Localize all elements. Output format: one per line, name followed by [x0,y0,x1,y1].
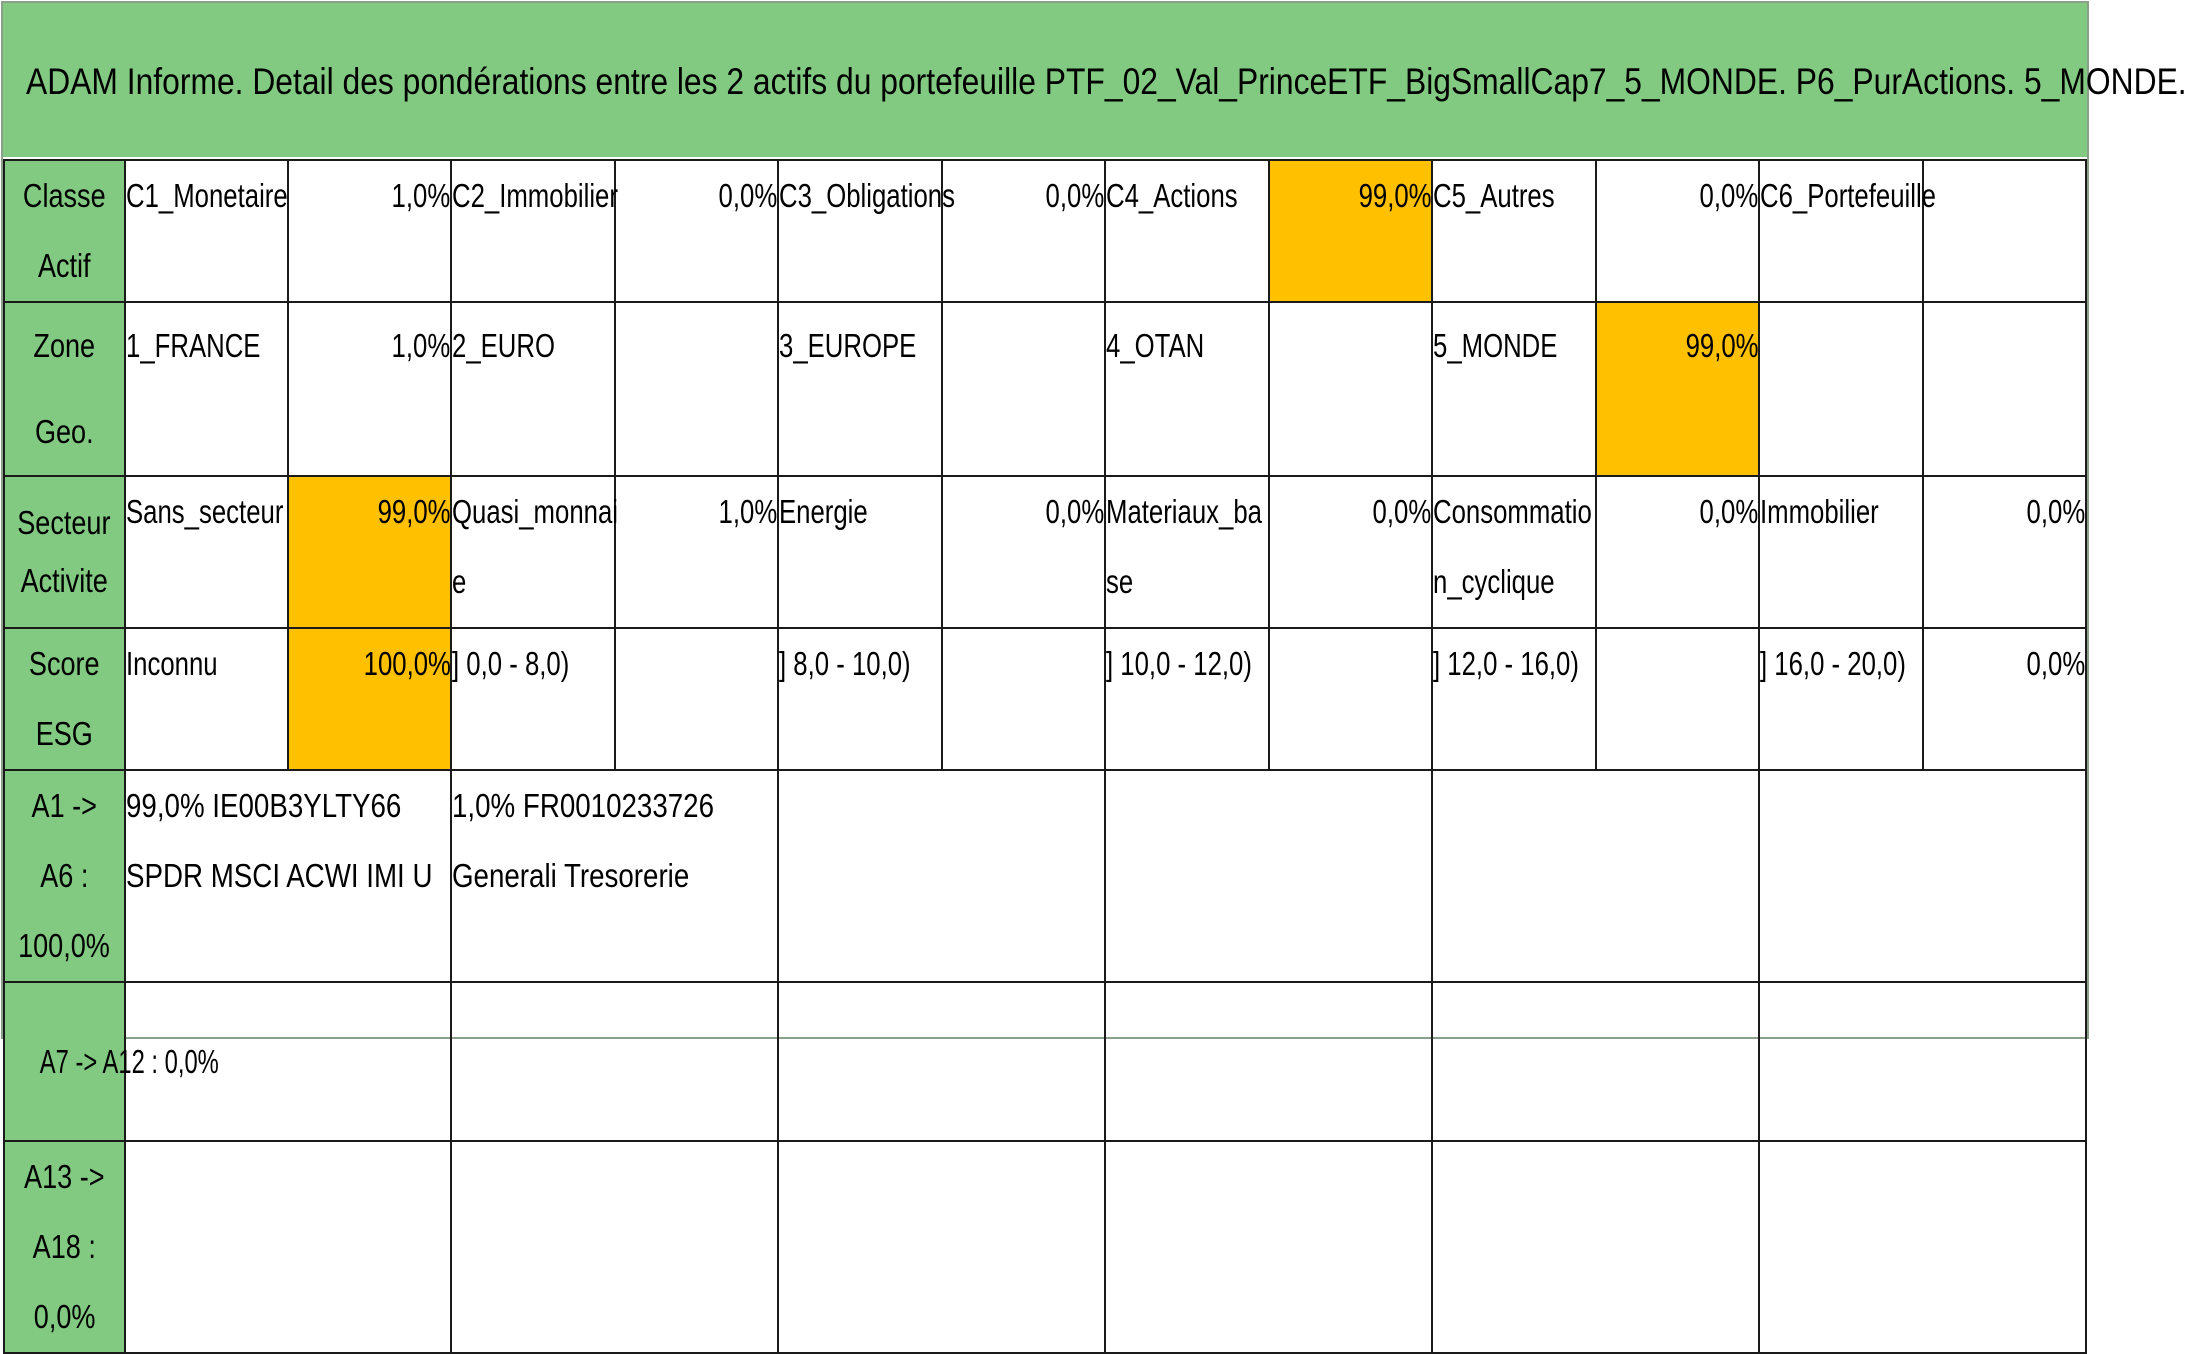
cell-name: 4_OTAN [1105,302,1268,476]
cell-value: 0,0% [942,160,1105,302]
cell-name: C3_Obligations [778,160,941,302]
row-secteur-activite [4,476,2086,628]
cell-value: 0,0% [1269,476,1432,628]
cell-value-highlight: 100,0% [288,628,451,770]
cell-name: 3_EUROPE [778,302,941,476]
cell-value [615,302,778,476]
cell-name: ] 16,0 - 20,0) [1759,628,1922,770]
cell-value-highlight: 99,0% [288,476,451,628]
cell-name: ] 12,0 - 16,0) [1432,628,1595,770]
row-classe-actif [4,160,2086,302]
cell-value [1596,628,1759,770]
cell-value [1923,160,2086,302]
asset-item: 99,0% IE00B3YLTY66 SPDR MSCI ACWI IMI U [125,770,452,982]
cell-value [1269,302,1432,476]
row-label-classe-actif: Classe Actif [4,160,125,302]
cell-name: Sans_secteur [125,476,288,628]
asset-slot-empty [778,982,1105,1141]
report-title: ADAM Informe. Detail des pondérations entre les 2 actifs du portefeuille PTF_02_Val_PrinceETF_BigSmallCap7_5_MONDE. P6_PurActions. 5_MONDE. [26,61,2187,102]
cell-value [1923,302,2086,476]
row-asset-group-a13-a18 [4,1141,2086,1353]
cell-value [942,302,1105,476]
asset-slot-empty [778,1141,1105,1353]
cell-name: Materiaux_ba se [1105,476,1268,628]
cell-name: C4_Actions [1105,160,1268,302]
cell-value: 0,0% [1923,476,2086,628]
cell-value [615,628,778,770]
cell-name: C2_Immobilier [451,160,614,302]
row-label-secteur-activite: Secteur Activite [4,476,125,628]
cell-name: ] 0,0 - 8,0) [451,628,614,770]
asset-slot-empty [125,1141,452,1353]
row-asset-group-a7-a12 [4,982,2086,1141]
asset-slot-empty [1105,982,1432,1141]
asset-slot-empty [778,770,1105,982]
cell-name: Consommatio n_cyclique [1432,476,1595,628]
weights-table [3,159,2087,1354]
cell-name: C1_Monetaire [125,160,288,302]
asset-slot-empty [451,982,778,1141]
cell-value [942,628,1105,770]
asset-slot-empty [125,982,452,1141]
row-zone-geo [4,302,2086,476]
cell-value [1269,628,1432,770]
cell-name: ] 10,0 - 12,0) [1105,628,1268,770]
cell-name: Quasi_monnai e [451,476,614,628]
asset-slot-empty [1759,982,2086,1141]
cell-value: 1,0% [288,160,451,302]
cell-value: 0,0% [1923,628,2086,770]
asset-slot-empty [1432,770,1759,982]
asset-group-label: A13 -> A18 : 0,0% [4,1141,125,1353]
asset-slot-empty [1105,1141,1432,1353]
asset-slot-empty [1759,770,2086,982]
cell-value: 1,0% [615,476,778,628]
row-label-zone-geo: Zone Geo. [4,302,125,476]
cell-name: ] 8,0 - 10,0) [778,628,941,770]
cell-value: 0,0% [615,160,778,302]
asset-slot-empty [451,1141,778,1353]
row-score-esg [4,628,2086,770]
cell-value: 0,0% [942,476,1105,628]
asset-group-label: A1 -> A6 : 100,0% [4,770,125,982]
cell-value: 0,0% [1596,160,1759,302]
cell-name: 5_MONDE [1432,302,1595,476]
cell-name: 1_FRANCE [125,302,288,476]
cell-value: 0,0% [1596,476,1759,628]
asset-item: 1,0% FR0010233726 Generali Tresorerie [451,770,778,982]
cell-value: 1,0% [288,302,451,476]
cell-name: Inconnu [125,628,288,770]
cell-value-highlight: 99,0% [1269,160,1432,302]
cell-name: 2_EURO [451,302,614,476]
cell-name [1759,302,1922,476]
cell-name: C5_Autres [1432,160,1595,302]
asset-slot-empty [1759,1141,2086,1353]
cell-value-highlight: 99,0% [1596,302,1759,476]
asset-slot-empty [1432,1141,1759,1353]
cell-name: Immobilier [1759,476,1922,628]
asset-slot-empty [1105,770,1432,982]
asset-slot-empty [1432,982,1759,1141]
cell-name: Energie [778,476,941,628]
asset-group-label: A7 -> A12 : 0,0% [4,982,125,1141]
cell-name: C6_Portefeuille [1759,160,1922,302]
title-bar [3,3,2187,157]
row-label-score-esg: Score ESG [4,628,125,770]
row-asset-group-a1-a6 [4,770,2086,982]
